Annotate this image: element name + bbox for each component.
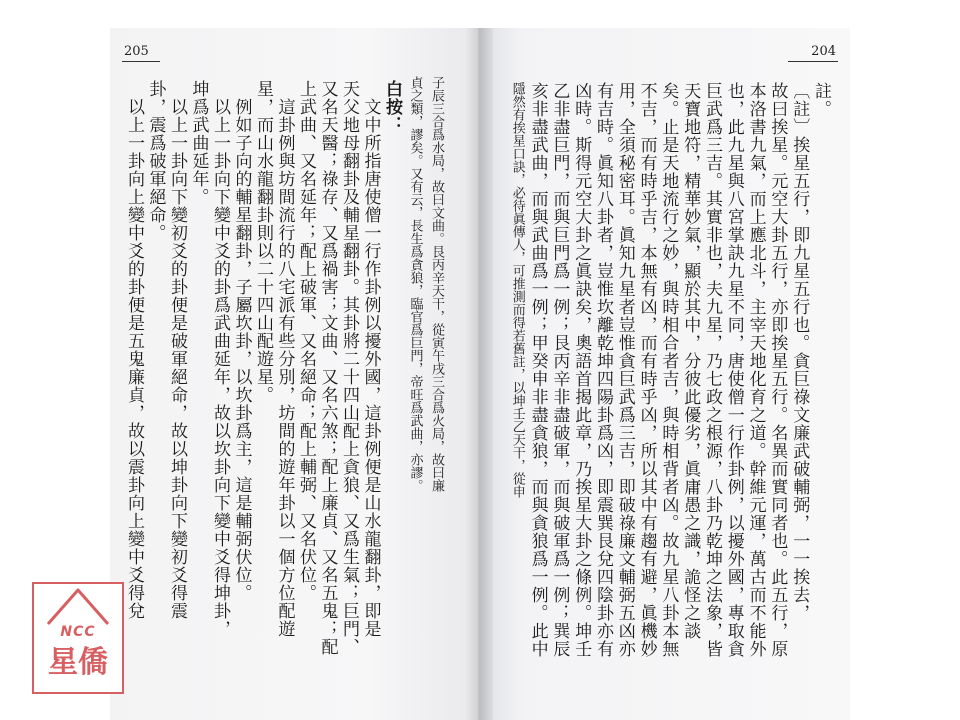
right-text-column: 也，此九星與八宮掌訣九星不同，唐使僧一行作卦例，以擾外國，專取貪 xyxy=(723,82,744,658)
right-text-column: 隱然有挨星口訣，必待眞傳人，可推測而得若舊註，以坤壬乙天干，從申 xyxy=(509,82,525,498)
left-text-column: 卦，震爲破軍絕命。 xyxy=(145,80,166,242)
left-text-column: 這卦例與坊間流行的八宅派有些分別，坊間的遊年卦以一個方位配遊 xyxy=(274,80,295,638)
right-text-column: 不吉，而有時乎吉，本無有凶，而有時乎凶，所以其中有趨有避，眞機妙 xyxy=(636,82,657,658)
right-text-column: 故曰挨星。元空大卦五行，亦即挨星五行。名異而實同者也。此五行，原 xyxy=(767,82,788,658)
right-text-column: 矣。止是天地流行之妙，與時相合者吉，與時相背者凶。故九星八卦本無 xyxy=(658,82,679,658)
logo-ncc-text: NCC xyxy=(60,624,96,640)
right-page xyxy=(478,28,850,720)
left-text-column: 上武曲、又名延年；配上破軍、又名絕命；配上輔弼、又名伏位。 xyxy=(296,80,316,602)
ncc-logo xyxy=(32,582,124,694)
right-text-column: 巨武爲三吉。其實非也，夫九星，乃七政之根源，八卦乃乾坤之法象，皆 xyxy=(702,82,722,658)
left-text-column: 子辰三合爲水局，故曰文曲。艮丙辛天干，從寅午戌三合爲火局，故曰廉 xyxy=(429,76,444,492)
left-text-column: 星，而山水龍翻卦則以二十四山配遊星。 xyxy=(253,80,273,404)
left-text-column: 貞之類，謬矣。又有云，長生爲貪狼，臨官爲巨門，帝旺爲武曲，亦謬。 xyxy=(407,76,423,492)
book-gutter xyxy=(465,28,493,720)
right-text-column: 用，全須秘密耳。眞知九星者豈惟貪巨武爲三吉，即破祿廉文輔弼五凶亦 xyxy=(614,82,635,658)
page-number-rule-right xyxy=(788,61,838,62)
right-text-column: 亥非盡武曲，而與武曲爲一例；甲癸申非盡貪狼，而與貪狼爲一例。此中 xyxy=(527,82,548,658)
right-text-column: 乙非盡巨門，而與巨門爲一例；艮丙辛非盡破軍，而與破軍爲一例；巽辰 xyxy=(549,82,570,658)
right-text-column: 本洛書九氣，而上應北斗，主宰天地化育之道。幹維元運，萬古而不能外 xyxy=(745,82,766,658)
right-text-column: 天寶地符，精華妙氣，顯於其中，分彼此優劣，眞庸愚之識，詭怪之談 xyxy=(680,82,701,640)
right-text-column: 凶時。斯得元空大卦之眞訣矣，奧語首揭此章，乃挨星大卦之條例。坤壬 xyxy=(571,82,592,658)
left-text-column: 白按： xyxy=(382,80,402,134)
left-text-column: 坤爲武曲延年。 xyxy=(188,80,209,206)
logo-name-text: 星僑 xyxy=(48,645,108,680)
left-text-column: 例如子向的輔星翻卦，子屬坎卦，以坎卦爲主，這是輔弼伏位。 xyxy=(231,80,252,602)
left-page xyxy=(110,28,478,720)
left-text-column: 天父地母翻卦及輔星翻卦。其卦將二十四山配上貪狼、又爲生氣；巨門、 xyxy=(339,80,359,656)
right-text-column: 註。 xyxy=(811,82,831,118)
left-text-column: 以上一卦向上變中爻的卦便是五鬼廉貞，故以震卦向上變中爻得兌 xyxy=(124,80,144,620)
right-text-column: 有吉時。眞知八卦者，豈惟坎離乾坤四陽卦爲凶，即震巽艮兌四陰卦亦有 xyxy=(593,82,613,658)
left-text-column: 以上一卦向下變初爻的卦便是破軍絕命，故以坤卦向下變初爻得震 xyxy=(167,80,187,620)
left-text-column: 以上一卦向下變中爻的卦爲武曲延年，故以坎卦向下變中爻得坤卦， xyxy=(210,80,230,638)
page-number-right: 204 xyxy=(811,44,836,59)
page-number-rule-left xyxy=(122,61,160,62)
page-number-left: 205 xyxy=(124,44,149,59)
book-spread xyxy=(110,28,850,720)
left-text-column: 又名天醫；祿存、又爲禍害；文曲、又名六煞；配上廉貞、又名五鬼；配 xyxy=(317,80,338,656)
left-text-column: 文中所指唐使僧一行作卦例以擾外國，這卦例便是山水龍翻卦，即是 xyxy=(360,80,381,638)
right-text-column: 〔註〕挨星五行，即九星五行也。貪巨祿文廉武破輔弼，一一挨去， xyxy=(789,82,810,622)
